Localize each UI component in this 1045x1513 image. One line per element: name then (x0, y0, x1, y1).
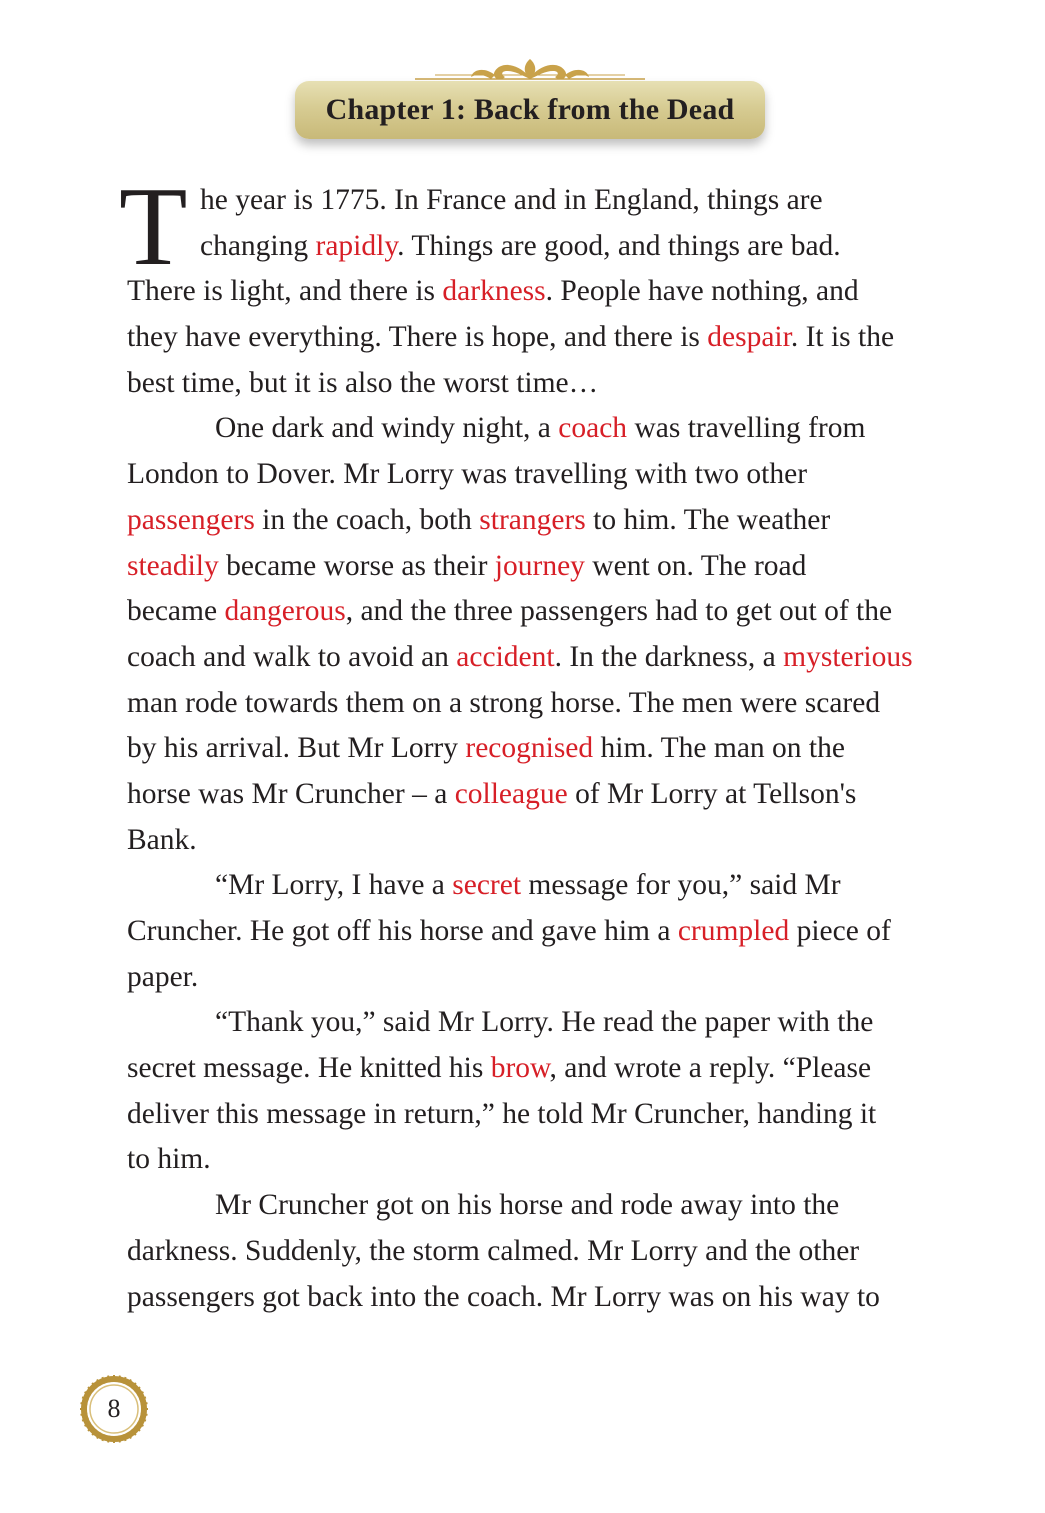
text-line (127, 1000, 939, 1046)
paragraph (127, 863, 939, 1000)
paragraph (127, 1183, 939, 1320)
text-segment: man rode towards them on a strong horse. The men were scared (127, 686, 881, 719)
text-segment: message for you,” said Mr (521, 869, 841, 902)
text-segment: , and the three passengers had to get out of the (345, 595, 893, 628)
text-line (127, 1046, 939, 1092)
text-line (127, 635, 939, 681)
text-segment: was travelling from (627, 412, 866, 445)
vocabulary-word: crumpled (677, 915, 790, 947)
text-segment: by his arrival. But Mr Lorry (127, 732, 466, 765)
vocabulary-word: steadily (127, 549, 219, 582)
vocabulary-word: mysterious (783, 640, 913, 673)
text-segment: secret message. He knitted his (127, 1052, 491, 1085)
text-segment: Cruncher. He got off his horse and gave him a (127, 915, 678, 947)
text-segment: “Mr Lorry, I have a (215, 869, 453, 902)
text-segment: darkness. Suddenly, the storm calmed. Mr Lorry and the other (127, 1234, 860, 1267)
text-segment: went on. The road (584, 549, 807, 582)
text-segment: changing (200, 229, 316, 262)
paragraph (119, 165, 939, 406)
text-segment: deliver this message in return,” he told Mr Cruncher, handing it (127, 1097, 877, 1130)
text-segment: paper. (127, 960, 199, 993)
text-segment: coach and walk to avoid an (127, 640, 457, 673)
text-line (127, 498, 939, 544)
vocabulary-word: colleague (454, 777, 568, 810)
text-line (127, 955, 939, 1001)
text-segment: piece of (789, 915, 891, 947)
vocabulary-word: strangers (479, 503, 586, 536)
text-line (127, 818, 939, 864)
text-segment: One dark and windy night, a (215, 412, 559, 445)
text-line (127, 224, 939, 270)
drop-cap: T (119, 165, 188, 289)
text-segment: became (127, 595, 225, 628)
text-line (127, 1275, 939, 1321)
text-segment: best time, but it is also the worst time… (127, 366, 599, 399)
text-segment: . People have nothing, and (545, 275, 859, 308)
text-segment: of Mr Lorry at Tellson's (567, 777, 857, 810)
text-line (127, 909, 939, 955)
text-line (127, 1092, 939, 1138)
text-line (127, 1137, 939, 1183)
text-segment: . In the darkness, a (554, 640, 784, 673)
vocabulary-word: dangerous (224, 595, 346, 628)
vocabulary-word: darkness (442, 275, 546, 308)
text-segment: he year is 1775. In France and in England, things are (200, 184, 823, 216)
vocabulary-word: brow (490, 1052, 550, 1085)
text-line (127, 726, 939, 772)
text-segment: became worse as their (218, 549, 495, 582)
chapter-header (295, 55, 765, 150)
text-line (127, 315, 939, 361)
text-line (127, 589, 939, 635)
vocabulary-word: despair (707, 321, 791, 354)
text-line (127, 544, 939, 590)
page-number-badge (78, 1373, 150, 1445)
paragraph (127, 1000, 939, 1183)
text-segment: to him. The weather (585, 503, 831, 536)
text-line (127, 1229, 939, 1275)
text-segment: Bank. (127, 823, 197, 856)
text-segment: they have everything. There is hope, and there is (127, 321, 708, 354)
text-line (127, 681, 939, 727)
text-segment: him. The man on the (593, 732, 845, 765)
text-line (127, 406, 939, 452)
text-line (127, 269, 939, 315)
chapter-title: Chapter 1: Back from the Dead (325, 93, 735, 126)
text-segment: Mr Cruncher got on his horse and rode away into the (215, 1189, 840, 1222)
text-segment: “Thank you,” said Mr Lorry. He read the paper with the (215, 1006, 874, 1039)
vocabulary-word: coach (558, 412, 628, 445)
text-segment: to him. (127, 1143, 211, 1176)
text-line (127, 178, 939, 224)
text-segment: . It is the (790, 321, 895, 354)
text-segment: . Things are good, and things are bad. (397, 229, 841, 262)
text-line (127, 1183, 939, 1229)
vocabulary-word: secret (452, 869, 522, 902)
chapter-banner (295, 81, 765, 139)
vocabulary-word: accident (456, 640, 555, 673)
text-line (127, 361, 939, 407)
text-line (127, 863, 939, 909)
vocabulary-word: rapidly (315, 229, 398, 262)
text-segment: There is light, and there is (127, 275, 443, 308)
text-segment: horse was Mr Cruncher – a (127, 777, 455, 810)
text-line (127, 452, 939, 498)
page-number: 8 (107, 1394, 121, 1423)
vocabulary-word: recognised (465, 732, 594, 765)
text-segment: , and wrote a reply. “Please (549, 1052, 872, 1085)
text-segment: London to Dover. Mr Lorry was travelling with two other (127, 458, 808, 491)
text-line (127, 772, 939, 818)
story-text (119, 165, 939, 1320)
paragraph (127, 406, 939, 863)
text-segment: passengers got back into the coach. Mr Lorry was on his way to (127, 1280, 880, 1313)
vocabulary-word: passengers (127, 503, 255, 536)
text-segment: in the coach, both (254, 503, 480, 536)
vocabulary-word: journey (494, 549, 585, 582)
